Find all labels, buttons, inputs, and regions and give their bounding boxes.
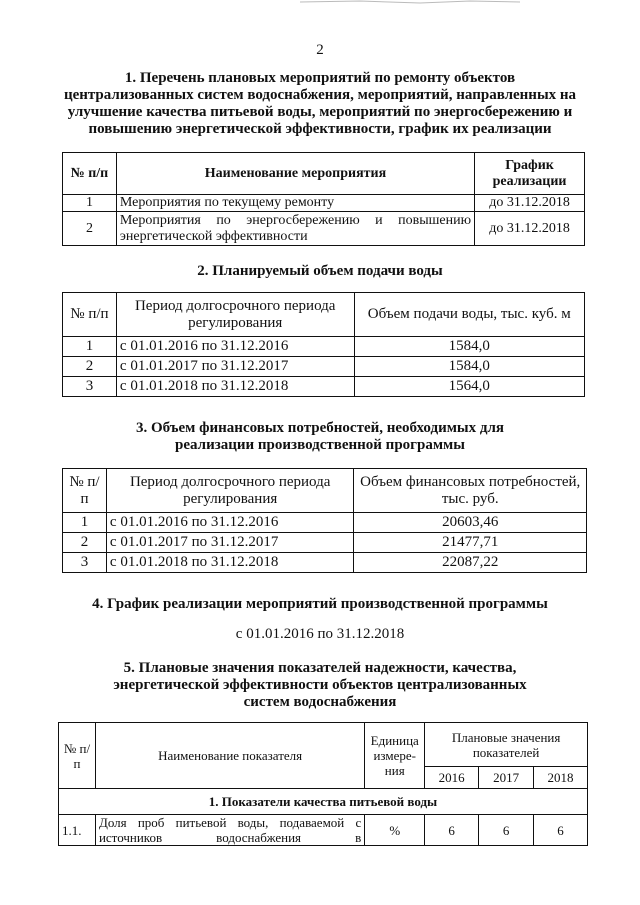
section3-title-line: 3. Объем финансовых потребностей, необходимых для (135, 420, 505, 436)
indicator-name-line: Доля проб питьевой воды, подаваемой с (98, 815, 362, 830)
header-num: № п/п (63, 293, 117, 337)
amount-cell: 22087,22 (354, 553, 587, 573)
table-row (63, 377, 585, 397)
indicator-name-line: источников водоснабжения в (98, 830, 362, 845)
section5-title-line: систем водоснабжения (243, 694, 397, 710)
header-period: Период долгосрочного периода регулирования (116, 293, 354, 337)
row-num: 2 (63, 212, 117, 246)
header-indicator-name: Наименование показателя (95, 723, 364, 789)
section5-title-line: 5. Плановые значения показателей надежности, качества, (123, 660, 517, 676)
table-row (63, 357, 585, 377)
section1-title-line: централизованных систем водоснабжения, мероприятий, направленных на (63, 87, 577, 103)
section1-title-line: улучшение качества питьевой воды, мероприятий по энергосбережению и (67, 104, 573, 120)
indicator-value: 6 (425, 815, 479, 846)
row-num: 1 (63, 337, 117, 357)
row-num: 2 (63, 357, 117, 377)
page-number: 2 (316, 42, 324, 58)
indicator-value: 6 (534, 815, 588, 846)
header-planned-values: Плановые значения показателей (425, 723, 588, 767)
section4-title: 4. График реализации мероприятий производственной программы (92, 596, 548, 612)
amount-cell: 20603,46 (354, 513, 587, 533)
row-num: 1.1. (59, 815, 96, 846)
header-amount: Объем финансовых потребностей, тыс. руб. (354, 469, 587, 513)
period-cell: с 01.01.2017 по 31.12.2017 (116, 357, 354, 377)
header-activity-name: Наименование мероприятия (116, 153, 474, 195)
header-num: № п/п (63, 153, 117, 195)
row-num: 3 (63, 377, 117, 397)
row-num: 1 (63, 513, 107, 533)
period-cell: с 01.01.2017 по 31.12.2017 (106, 533, 354, 553)
water-supply-table (62, 292, 585, 397)
section1-title (30, 70, 610, 138)
group-title: 1. Показатели качества питьевой воды (59, 789, 588, 815)
row-num: 1 (63, 195, 117, 212)
section4-period: с 01.01.2016 по 31.12.2018 (235, 626, 405, 642)
section5-title-line: энергетической эффективности объектов централизованных (113, 677, 527, 693)
amount-cell: 21477,71 (354, 533, 587, 553)
indicators-table (58, 722, 588, 846)
activity-name: Мероприятия по текущему ремонту (116, 195, 474, 212)
period-cell: с 01.01.2016 по 31.12.2016 (106, 513, 354, 533)
section1-title-line: 1. Перечень плановых мероприятий по ремонту объектов (124, 70, 516, 86)
row-num: 3 (63, 553, 107, 573)
activities-table (62, 152, 585, 246)
section3-title (30, 420, 610, 454)
indicator-unit: % (365, 815, 425, 846)
table-row (63, 553, 587, 573)
activity-schedule: до 31.12.2018 (475, 212, 585, 246)
table-row (63, 513, 587, 533)
header-unit: Единица измере-ния (365, 723, 425, 789)
header-num: № п/п (63, 469, 107, 513)
volume-cell: 1584,0 (354, 357, 585, 377)
indicator-name (95, 815, 364, 846)
indicator-value: 6 (479, 815, 534, 846)
section1-title-line: повышению энергетической эффективности, график их реализации (88, 121, 552, 137)
header-schedule: График реализации (475, 153, 585, 195)
table-row (63, 195, 585, 212)
header-year: 2016 (425, 767, 479, 789)
header-num: № п/п (59, 723, 96, 789)
activity-name: Мероприятия по энергосбережению и повышению энергетической эффективности (116, 212, 474, 246)
period-cell: с 01.01.2016 по 31.12.2016 (116, 337, 354, 357)
table-row (63, 212, 585, 246)
table-row (63, 533, 587, 553)
volume-cell: 1584,0 (354, 337, 585, 357)
header-year: 2018 (534, 767, 588, 789)
scan-edge-artifact (0, 0, 640, 8)
volume-cell: 1564,0 (354, 377, 585, 397)
activity-schedule: до 31.12.2018 (475, 195, 585, 212)
table-row (63, 337, 585, 357)
header-period: Период долгосрочного периода регулирования (106, 469, 354, 513)
header-volume: Объем подачи воды, тыс. куб. м (354, 293, 585, 337)
financial-needs-table (62, 468, 587, 573)
header-year: 2017 (479, 767, 534, 789)
section2-title: 2. Планируемый объем подачи воды (197, 263, 443, 279)
table-row (59, 815, 588, 846)
section5-title (30, 660, 610, 711)
section3-title-line: реализации производственной программы (175, 437, 465, 453)
row-num: 2 (63, 533, 107, 553)
period-cell: с 01.01.2018 по 31.12.2018 (116, 377, 354, 397)
period-cell: с 01.01.2018 по 31.12.2018 (106, 553, 354, 573)
